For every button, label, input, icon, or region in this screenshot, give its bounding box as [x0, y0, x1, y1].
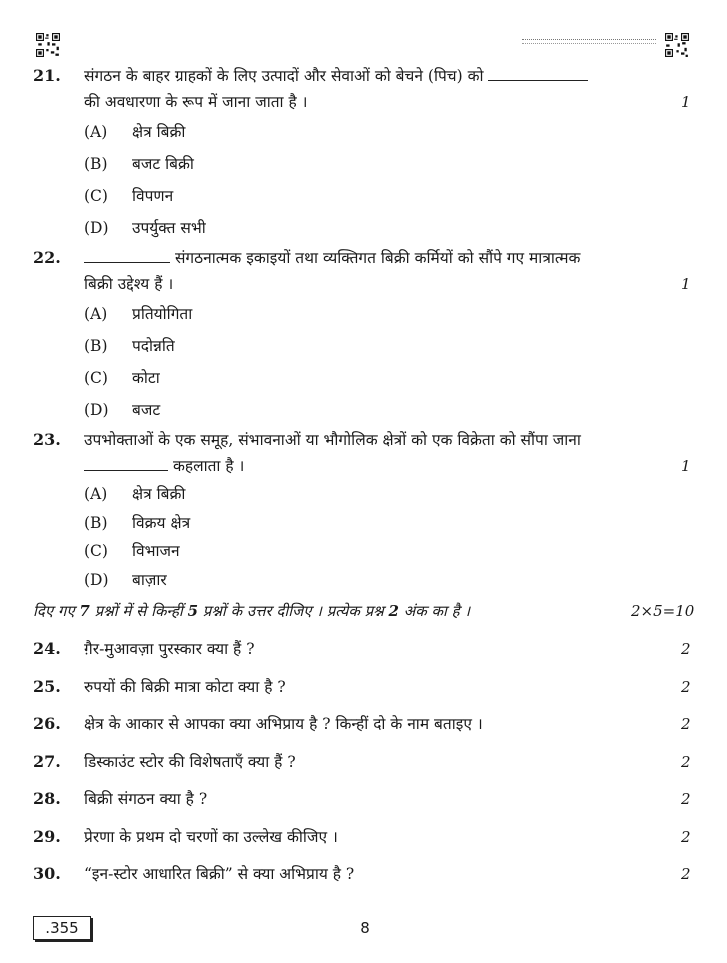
option-d: (D) बाज़ार: [84, 571, 167, 589]
option-a: (A) क्षेत्र बिक्री: [84, 485, 186, 503]
question-marks: 2: [681, 715, 691, 733]
option-a: (A) क्षेत्र बिक्री: [84, 123, 186, 141]
option-c: (C) विभाजन: [84, 542, 180, 560]
question-text: बिक्री संगठन क्या है ?: [84, 790, 208, 808]
question-marks: 2: [681, 678, 691, 696]
question-marks: 1: [681, 93, 691, 111]
question-marks: 1: [681, 457, 691, 475]
option-b: (B) बजट बिक्री: [84, 155, 194, 173]
question-number: 27.: [33, 752, 61, 771]
answer-blank: [84, 248, 170, 263]
question-number: 22.: [33, 248, 61, 267]
question-text-line2: बिक्री उद्देश्य हैं ।: [84, 275, 174, 293]
question-text-line1: संगठनात्मक इकाइयों तथा व्यक्तिगत बिक्री कर्मियों को सौंपे गए मात्रात्मक: [84, 248, 580, 268]
question-number: 23.: [33, 430, 61, 449]
question-text-line2: कहलाता है ।: [84, 456, 244, 476]
question-marks: 2: [681, 753, 691, 771]
question-marks: 2: [681, 828, 691, 846]
paper-code-box: .355: [33, 916, 91, 940]
page-number: 8: [360, 919, 370, 937]
question-number: 30.: [33, 864, 61, 883]
question-number: 28.: [33, 789, 61, 808]
section-total-marks: 2×5=10: [631, 602, 695, 620]
question-marks: 2: [681, 865, 691, 883]
question-text: “इन-स्टोर आधारित बिक्री” से क्या अभिप्राय है ?: [84, 865, 355, 883]
option-c: (C) कोटा: [84, 369, 160, 387]
question-marks: 2: [681, 640, 691, 658]
instruction-marks-each: 2: [388, 602, 399, 620]
question-number: 24.: [33, 639, 61, 658]
question-text-line2: की अवधारणा के रूप में जाना जाता है ।: [84, 93, 308, 111]
question-text: प्रेरणा के प्रथम दो चरणों का उल्लेख कीजिए ।: [84, 828, 338, 846]
question-marks: 1: [681, 275, 691, 293]
answer-blank: [488, 66, 588, 81]
option-a: (A) प्रतियोगिता: [84, 305, 193, 323]
qr-code-icon: [665, 33, 689, 57]
option-d: (D) उपर्युक्त सभी: [84, 219, 206, 237]
question-text: रुपयों की बिक्री मात्रा कोटा क्या है ?: [84, 678, 286, 696]
question-number: 26.: [33, 714, 61, 733]
question-text-line1: संगठन के बाहर ग्राहकों के लिए उत्पादों और सेवाओं को बेचने (पिच) को: [84, 66, 588, 86]
question-number: 29.: [33, 827, 61, 846]
question-marks: 2: [681, 790, 691, 808]
qr-code-icon: [36, 33, 60, 57]
option-d: (D) बजट: [84, 401, 161, 419]
micro-text-line: [522, 39, 656, 44]
question-number: 25.: [33, 677, 61, 696]
option-b: (B) पदोन्नति: [84, 337, 175, 355]
answer-blank: [84, 456, 168, 471]
question-text: ग़ैर-मुआवज़ा पुरस्कार क्या हैं ?: [84, 640, 255, 658]
question-number: 21.: [33, 66, 61, 85]
instruction-total-count: 7: [79, 602, 90, 620]
question-text: क्षेत्र के आकार से आपका क्या अभिप्राय है ? किन्हीं दो के नाम बताइए ।: [84, 715, 483, 733]
question-text: डिस्काउंट स्टोर की विशेषताएँ क्या हैं ?: [84, 753, 296, 771]
section-instruction: दिए गए 7 प्रश्नों में से किन्हीं 5 प्रश्नों के उत्तर दीजिए । प्रत्येक प्रश्न 2 अंक का है ।: [33, 602, 471, 620]
question-text-line1: उपभोक्ताओं के एक समूह, संभावनाओं या भौगोलिक क्षेत्रों को एक विक्रेता को सौंपा जाना: [84, 431, 581, 449]
option-b: (B) विक्रय क्षेत्र: [84, 514, 191, 532]
option-c: (C) विपणन: [84, 187, 174, 205]
instruction-answer-count: 5: [187, 602, 199, 620]
